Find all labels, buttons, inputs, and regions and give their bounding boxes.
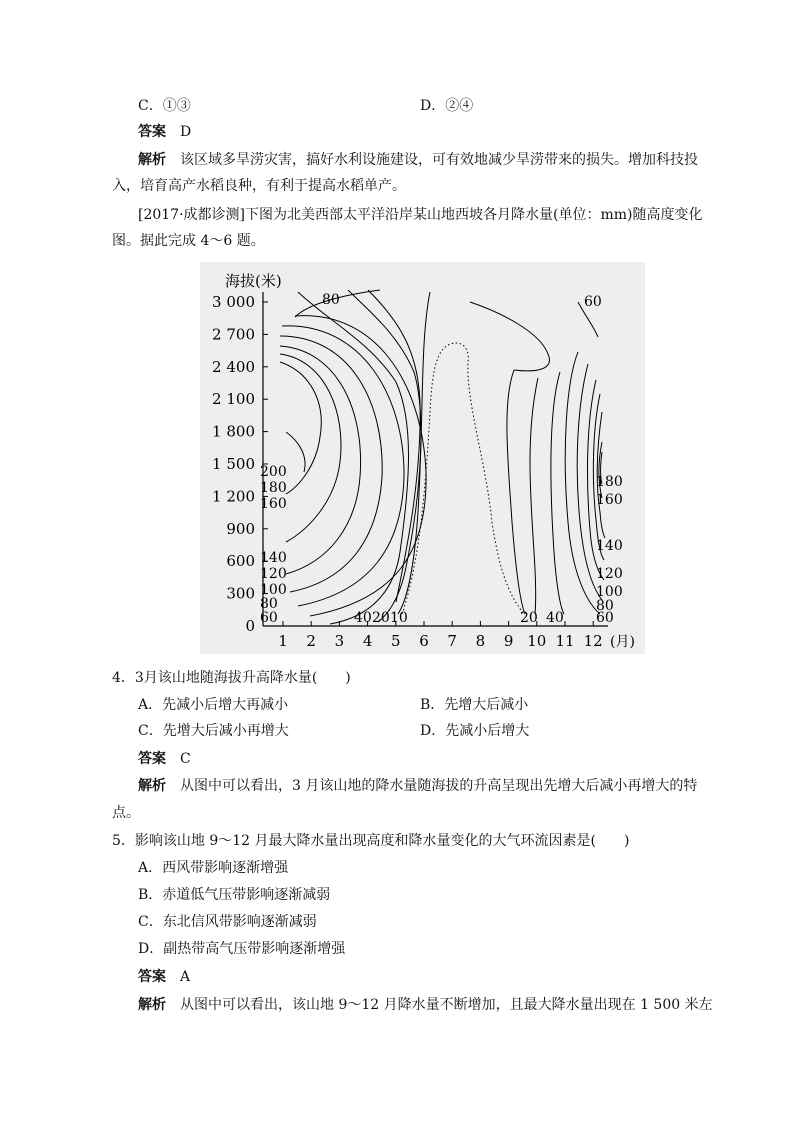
y-tick-label: 1 500 — [212, 455, 255, 473]
contour-value-label: 100 — [596, 584, 623, 600]
x-tick-label: 2 — [306, 632, 316, 650]
contour-value-label: 180 — [596, 474, 623, 490]
contour-value-label: 80 — [260, 596, 278, 612]
intro-line1: [2017·成都诊测]下图为北美西部太平洋沿岸某山地西坡各月降水量(单位：mm)随高度变化 — [138, 207, 703, 223]
answer-label: 答案 — [138, 751, 166, 767]
x-tick-label: 9 — [503, 632, 514, 650]
chart-svg — [200, 262, 645, 654]
contour-40-right — [551, 372, 564, 614]
dotted-contour — [402, 343, 524, 614]
contour-value-label: 80 — [322, 292, 340, 308]
contour-value-label: 120 — [260, 566, 287, 582]
analysis-label: 解析 — [138, 997, 166, 1013]
analysis-text: 从图中可以看出，该山地 9～12 月降水量不断增加，且最大降水量出现在 1 500 米左 — [180, 997, 713, 1013]
contour-value-label: 140 — [260, 550, 287, 566]
y-tick-label: 0 — [245, 617, 255, 635]
contour-value-label: 140 — [596, 538, 623, 554]
y-axis-label: 海拔(米) — [225, 272, 282, 290]
q4-option-b: B．先增大后减小 — [420, 697, 529, 713]
answer-value: C — [180, 751, 191, 767]
q3-option-d: D．②④ — [420, 98, 474, 114]
contour-value-label: 20 — [520, 610, 538, 626]
contour-40-left — [348, 290, 421, 622]
analysis-text: 从图中可以看出，3 月该山地的降水量随海拔的升高呈现出先增大后减小再增大的特 — [180, 778, 698, 794]
contour-value-label: 120 — [596, 566, 623, 582]
x-tick-label: 11 — [555, 632, 575, 650]
q3-answer — [138, 122, 728, 142]
contour-160-left — [280, 354, 341, 542]
x-tick-label: 6 — [419, 632, 429, 650]
contour-value-label: 160 — [596, 492, 623, 508]
contour-value-label: 60 — [596, 610, 614, 626]
x-tick-label: 8 — [475, 632, 486, 650]
q4-stem: 4．3月该山地随海拔升高降水量( ) — [112, 670, 351, 686]
answer-value: A — [180, 969, 191, 985]
contour-value-label: 180 — [260, 480, 287, 496]
answer-label: 答案 — [138, 969, 166, 985]
x-tick-label: 4 — [362, 632, 373, 650]
x-tick-label: 3 — [334, 632, 345, 650]
contour-value-label: 80 — [596, 598, 614, 614]
y-tick-label: 2 400 — [212, 357, 255, 376]
q5-answer — [138, 967, 728, 987]
q4-analysis-line2: 点。 — [112, 805, 140, 821]
contour-value-label: 40 — [546, 610, 564, 626]
q5-option-b: B．赤道低气压带影响逐渐减弱 — [138, 887, 331, 903]
q3-option-c: C．①③ — [138, 98, 191, 114]
analysis-text: 该区域多旱涝灾害，搞好水利设施建设，可有效地减少旱涝带来的损失。增加科技投 — [180, 152, 698, 168]
q5-option-d: D．副热带高气压带影响逐渐增强 — [138, 941, 346, 957]
precipitation-contour-chart — [200, 262, 645, 654]
x-tick-label: 7 — [447, 632, 457, 650]
y-tick-label: 3 000 — [212, 293, 255, 311]
q5-analysis-line1 — [138, 995, 728, 1015]
q4-analysis-line1 — [138, 776, 728, 796]
q5-option-c: C．东北信风带影响逐渐减弱 — [138, 914, 317, 930]
q4-option-a: A．先减小后增大再减小 — [138, 697, 289, 713]
q4-option-c: C．先增大后减小再增大 — [138, 723, 289, 739]
y-tick-label: 2 700 — [212, 325, 255, 344]
y-tick-label: 300 — [226, 584, 255, 603]
contour-value-label: 200 — [260, 464, 287, 480]
analysis-label: 解析 — [138, 778, 166, 794]
x-tick-label: 5 — [391, 632, 401, 650]
contour-140-left — [280, 346, 361, 574]
contour-value-label: 20 — [372, 610, 390, 626]
y-tick-label: 900 — [226, 519, 255, 538]
x-tick-label: 1 — [278, 632, 288, 650]
q3-analysis-line2: 入，培育高产水稻良种，有利于提高水稻单产。 — [112, 178, 406, 194]
contour-value-label: 160 — [260, 496, 287, 512]
q3-analysis-line1 — [138, 150, 728, 170]
contour-value-label: 10 — [390, 610, 408, 626]
contour-20-right — [530, 378, 538, 614]
y-tick-label: 600 — [226, 552, 255, 571]
answer-value: D — [180, 124, 192, 140]
contour-120-left — [280, 336, 382, 592]
contour-value-label: 100 — [260, 582, 287, 598]
contour-value-label: 40 — [354, 610, 372, 626]
q5-stem: 5．影响该山地 9～12 月最大降水量出现高度和降水量变化的大气环流因素是( ) — [112, 833, 630, 849]
contour-top-middle — [470, 302, 549, 371]
intro-line2: 图。据此完成 4～6 题。 — [112, 233, 265, 249]
q4-option-d: D．先减小后增大 — [420, 723, 530, 739]
y-tick-label: 1 800 — [212, 422, 255, 441]
contour-lines — [280, 290, 605, 624]
y-tick-label: 2 100 — [212, 390, 255, 409]
x-axis-unit-label: (月) — [610, 634, 635, 650]
q4-answer — [138, 749, 728, 769]
answer-label: 答案 — [138, 124, 166, 140]
contour-value-label: 60 — [260, 610, 278, 626]
q5-option-a: A．西风带影响逐渐增强 — [138, 860, 289, 876]
contour-10-right — [507, 370, 525, 614]
x-tick-label: 10 — [527, 632, 547, 650]
contour-value-label: 60 — [584, 294, 602, 310]
contour-20-left — [368, 290, 420, 602]
contour-200-left — [286, 432, 305, 472]
analysis-label: 解析 — [138, 152, 166, 168]
x-tick-label: 12 — [583, 632, 603, 650]
y-tick-label: 1 200 — [212, 487, 255, 506]
